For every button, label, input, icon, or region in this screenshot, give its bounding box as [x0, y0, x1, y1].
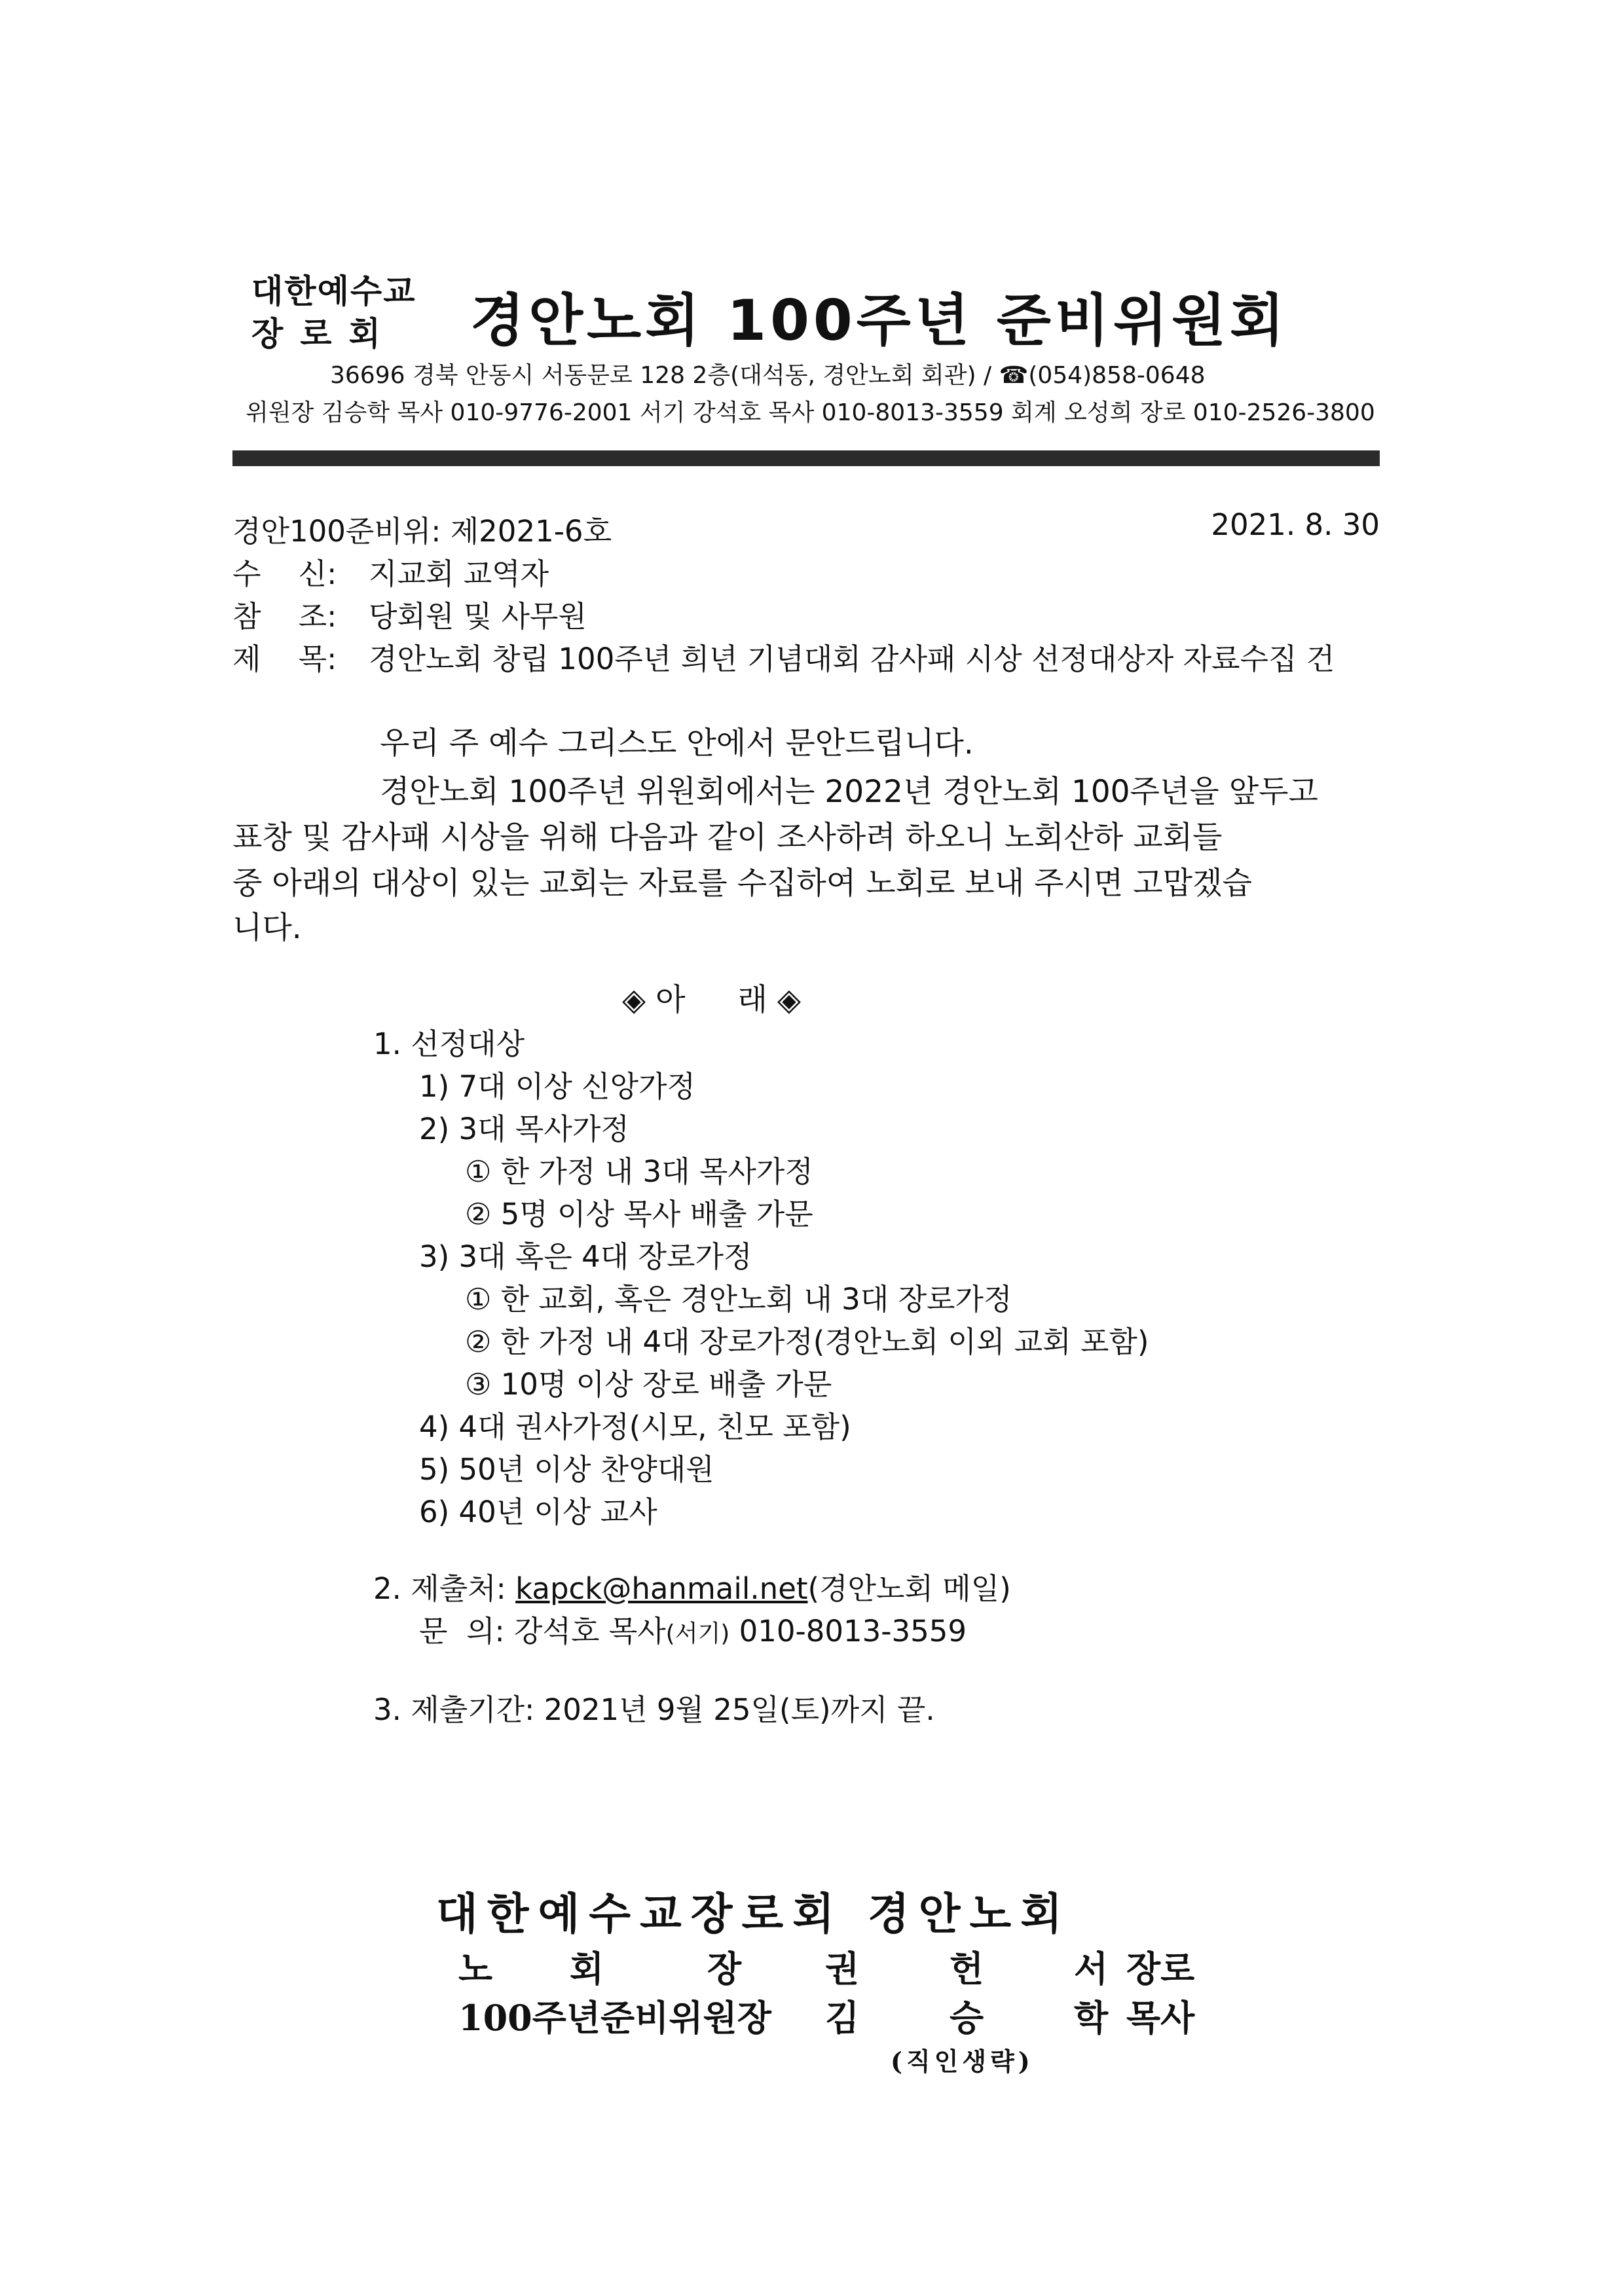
org-name-line1: 대한예수교 [251, 272, 416, 310]
body-line-4: 니다. [232, 910, 302, 946]
list-item: 2) 3대 목사가정 [419, 1112, 629, 1146]
recipient-value: 지교회 교역자 [369, 556, 549, 591]
reference-row [232, 592, 587, 635]
section-1-heading: 1. 선정대상 [373, 1027, 525, 1061]
seal-omitted-note: (직인생략) [891, 2047, 1034, 2076]
signature-char: 서 [1074, 1948, 1109, 1990]
reference-label: 참 조: [232, 599, 337, 634]
signature-char: 승 [950, 1997, 984, 2039]
document-date: 2021. 8. 30 [1211, 507, 1380, 542]
list-item: 3) 3대 혹은 4대 장로가정 [419, 1239, 752, 1274]
contacts-line: 위원장 김승학 목사 010-9776-2001 서기 강석호 목사 010-8013-3559 회계 오성희 장로 010-2526-3800 [246, 399, 1375, 426]
signature-char: 회 [570, 1948, 604, 1990]
signature-org: 대한예수교장로회 경안노회 [436, 1888, 1072, 1939]
recipient-label: 수 신: [232, 556, 337, 591]
list-item: 1) 7대 이상 신앙가정 [419, 1069, 696, 1104]
recipient-row [232, 550, 549, 592]
reference-value: 당회원 및 사무원 [369, 599, 587, 634]
submission-email-note: (경안노회 메일) [807, 1571, 1011, 1606]
subject-value: 경안노회 창립 100주년 희년 기념대회 감사패 시상 선정대상자 자료수집 건 [369, 642, 1335, 676]
list-subitem: ① 한 가정 내 3대 목사가정 [465, 1154, 813, 1189]
signature-char: 권 [825, 1948, 860, 1990]
greeting: 우리 주 예수 그리스도 안에서 문안드립니다. [380, 725, 974, 761]
signature-char: 헌 [950, 1948, 984, 1990]
submission-label: 2. 제출처: [373, 1571, 506, 1606]
inquiry-role: (서기) [665, 1620, 730, 1647]
body-line-2: 표창 및 감사패 시상을 위해 다음과 같이 조사하려 하오니 노회산하 교회들 [232, 820, 1223, 856]
list-item: 6) 40년 이상 교사 [419, 1495, 657, 1529]
signature-char: 학 [1074, 1997, 1109, 2039]
list-item: 5) 50년 이상 찬양대원 [419, 1452, 714, 1487]
section-title-right: 래 ◈ [737, 982, 801, 1018]
org-name-line2: 장로회 [251, 315, 397, 353]
signature-char: 장 [707, 1948, 742, 1990]
body-line-1: 경안노회 100주년 위원회에서는 2022년 경안노회 100주년을 앞두고 [380, 774, 1318, 810]
inquiry-contact: 문 의: 강석호 목사 [419, 1614, 666, 1649]
signature-char: 노 [458, 1948, 493, 1990]
committee-title: 경안노회 100주년 준비위원회 [470, 288, 1289, 354]
subject-label: 제 목: [232, 642, 337, 676]
submission-email-link[interactable]: kapck@hanmail.net [515, 1571, 808, 1606]
header-rule [232, 450, 1380, 466]
section-title [622, 975, 801, 1019]
inquiry-line [419, 1607, 967, 1650]
document-number: 경안100준비위: 제2021-6호 [232, 514, 612, 549]
section-title-left: ◈ 아 [622, 982, 686, 1018]
subject-row [232, 635, 1335, 678]
section-2-submission [373, 1565, 1011, 1607]
body-line-3: 중 아래의 대상이 있는 교회는 자료를 수집하여 노회로 보내 주시면 고맙겠습 [232, 866, 1252, 902]
signature-title: 목사 [1126, 1997, 1195, 2039]
list-subitem: ① 한 교회, 혹은 경안노회 내 3대 장로가정 [465, 1282, 1012, 1317]
section-3-deadline: 3. 제출기간: 2021년 9월 25일(토)까지 끝. [373, 1692, 935, 1727]
signature-char: 김 [825, 1997, 860, 2039]
inquiry-phone: 010-8013-3559 [739, 1614, 967, 1649]
signature-role: 100주년준비위원장 [458, 1997, 771, 2039]
signature-title: 장로 [1126, 1948, 1195, 1990]
list-item: 4) 4대 권사가정(시모, 친모 포함) [419, 1410, 851, 1444]
list-subitem: ② 한 가정 내 4대 장로가정(경안노회 이외 교회 포함) [465, 1324, 1149, 1359]
list-subitem: ③ 10명 이상 장로 배출 가문 [465, 1367, 832, 1402]
list-subitem: ② 5명 이상 목사 배출 가문 [465, 1197, 813, 1231]
address-line: 36696 경북 안동시 서동문로 128 2층(대석동, 경안노회 회관) / ☎(054)858-0648 [330, 362, 1206, 389]
